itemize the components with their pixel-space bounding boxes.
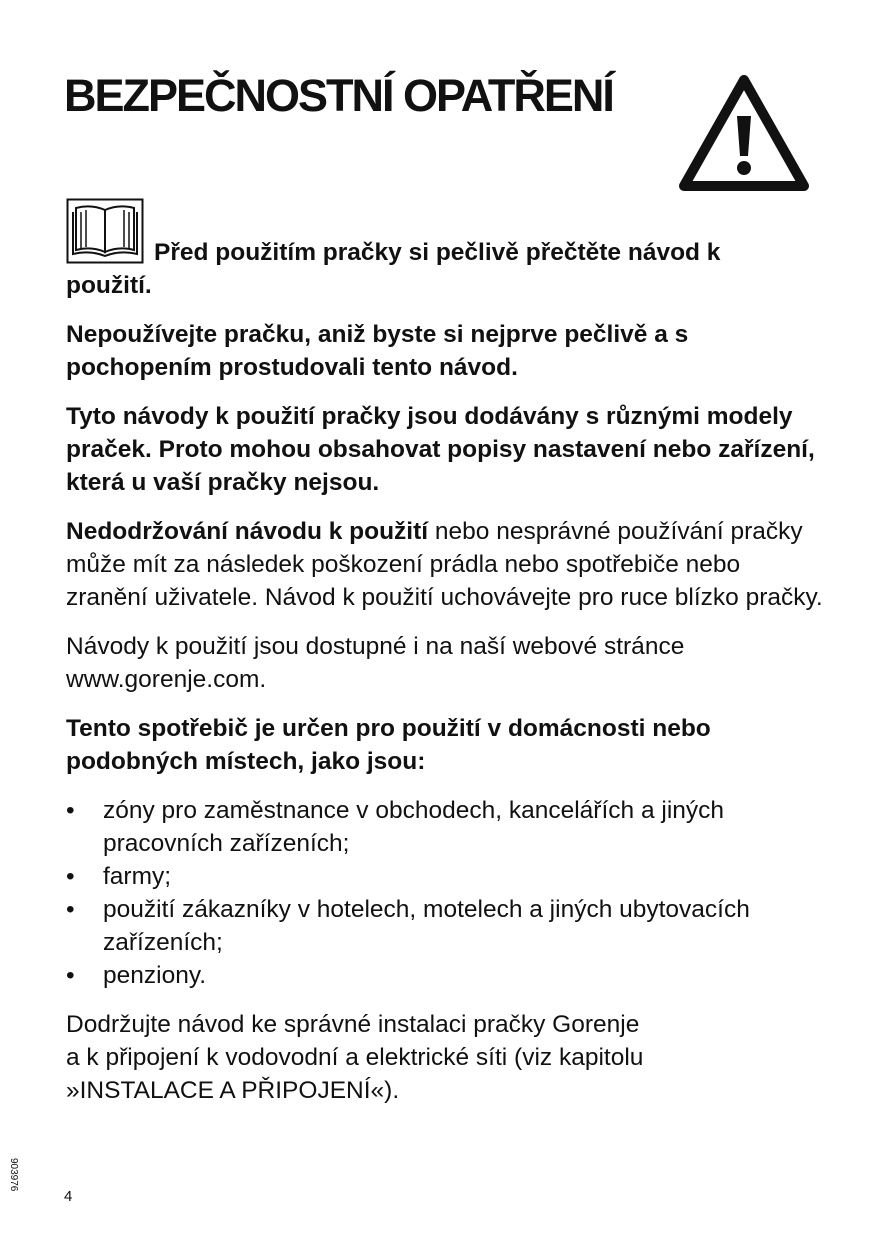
models-paragraph: Tyto návody k použití pračky jsou dodávány s různými modely praček. Proto mohou obsahovat popisy nastavení nebo zařízení, která u vaší pračky nejsou. (66, 403, 815, 496)
noncompliance-rest: nebo nesprávné používání pračky může mít za následek poškození prádla nebo spotřebiče nebo zranění uživatele. Návod k použití uchovávejte pro ruce blízko pračky. (66, 518, 823, 611)
intro-line-1: Před použitím pračky si pečlivě přečtěte návod k (154, 239, 721, 266)
safety-content (66, 236, 826, 1123)
read-manual-paragraph: Nepoužívejte pračku, aniž byste si nejprve pečlivě a s pochopením prostudovali tento návod. (66, 321, 689, 381)
noncompliance-bold: Nedodržování návodu k použití (66, 518, 429, 545)
list-item: • penziony. (66, 959, 826, 992)
document-code: 903976 (8, 1158, 19, 1192)
installation-line-2: a k připojení k vodovodní a elektrické síti (viz kapitolu (66, 1044, 644, 1071)
website-paragraph: Návody k použití jsou dostupné i na naší webové stránce www.gorenje.com. (66, 633, 685, 693)
page-number: 4 (64, 1188, 73, 1205)
list-item: • zóny pro zaměstnance v obchodech, kancelářích a jiných pracovních zařízeních; (66, 794, 826, 860)
intended-use-paragraph: Tento spotřebič je určen pro použití v domácnosti nebo podobných místech, jako jsou: (66, 715, 711, 775)
list-item: • použití zákazníky v hotelech, motelech a jiných ubytovacích zařízeních; (66, 893, 826, 959)
installation-paragraph (66, 1008, 826, 1107)
installation-line-3: »INSTALACE A PŘIPOJENÍ«). (66, 1077, 400, 1104)
page-title: BEZPEČNOSTNÍ OPATŘENÍ (64, 70, 613, 121)
list-item: • farmy; (66, 860, 826, 893)
intro-paragraph (66, 236, 826, 302)
use-locations-list (66, 794, 826, 992)
installation-line-1: Dodržujte návod ke správné instalaci pračky Gorenje (66, 1011, 640, 1038)
warning-triangle-icon (676, 72, 812, 196)
noncompliance-paragraph (66, 515, 826, 614)
intro-line-2: použití. (66, 272, 152, 299)
